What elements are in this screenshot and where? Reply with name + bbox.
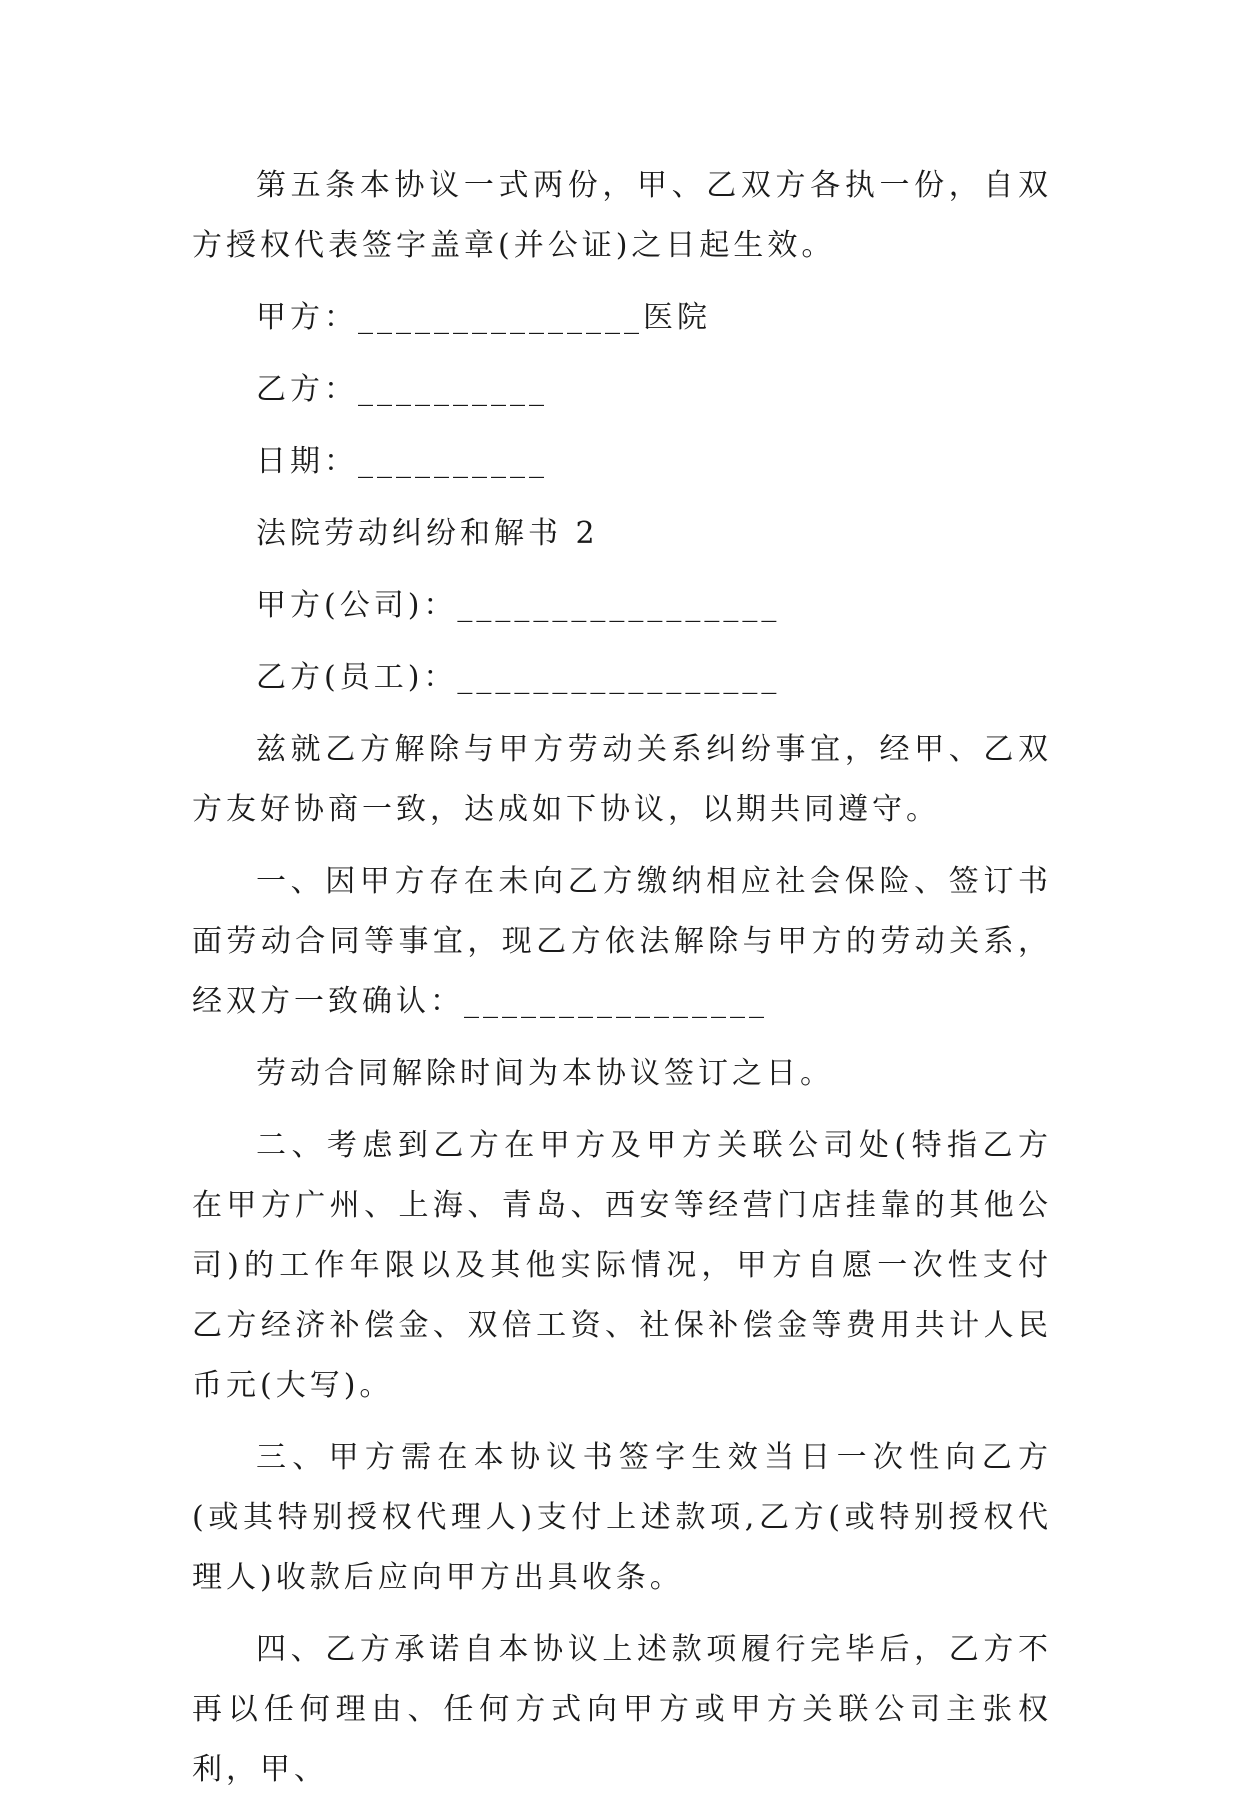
party-a-company-line: 甲方(公司)：_________________ bbox=[256, 588, 781, 623]
party-b-employee-line: 乙方(员工)：_________________ bbox=[256, 660, 781, 695]
party-b-line: 乙方：__________ bbox=[256, 372, 548, 407]
section-heading: 法院劳动纠纷和解书 2 bbox=[256, 516, 599, 551]
paragraph-termination-time: 劳动合同解除时间为本协议签订之日。 bbox=[256, 1056, 834, 1091]
paragraph-clause-one: 一、因甲方存在未向乙方缴纳相应社会保险、签订书面劳动合同等事宜，现乙方依法解除与甲方的劳动关系，经双方一致确认：________________ bbox=[192, 864, 1052, 1019]
paragraph-article-five: 第五条本协议一式两份，甲、乙双方各执一份，自双方授权代表签字盖章(并公证)之日起生效。 bbox=[192, 168, 1052, 263]
paragraph-clause-four: 四、乙方承诺自本协议上述款项履行完毕后，乙方不再以任何理由、任何方式向甲方或甲方关联公司主张权利，甲、 bbox=[192, 1632, 1052, 1787]
paragraph-clause-two: 二、考虑到乙方在甲方及甲方关联公司处(特指乙方在甲方广州、上海、青岛、西安等经营门店挂靠的其他公司)的工作年限以及其他实际情况，甲方自愿一次性支付乙方经济补偿金、双倍工资、社保补偿金等费用共计人民币元(大写)。 bbox=[192, 1128, 1052, 1403]
paragraph-clause-three: 三、甲方需在本协议书签字生效当日一次性向乙方(或其特别授权代理人)支付上述款项,乙方(或特别授权代理人)收款后应向甲方出具收条。 bbox=[192, 1440, 1052, 1595]
document-body bbox=[192, 156, 1052, 1800]
date-line: 日期：__________ bbox=[256, 444, 548, 479]
paragraph-preamble: 兹就乙方解除与甲方劳动关系纠纷事宜，经甲、乙双方友好协商一致，达成如下协议，以期共同遵守。 bbox=[192, 732, 1052, 827]
party-a-hospital-line: 甲方：_______________医院 bbox=[256, 300, 711, 335]
